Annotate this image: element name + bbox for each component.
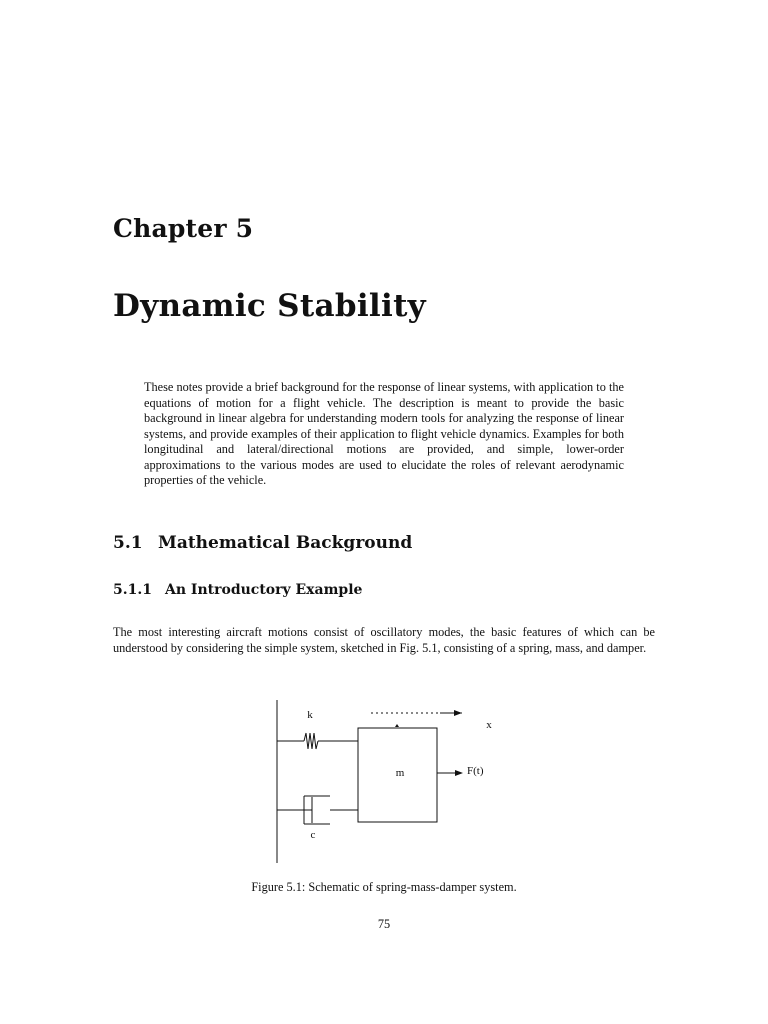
force-arrow-head [455,770,463,776]
subsection-title: An Introductory Example [165,582,363,598]
page-number: 75 [377,917,391,931]
subsection-heading [113,582,362,598]
displacement-arrow-head [454,710,462,716]
chapter-abstract: These notes provide a brief background for the response of linear systems, with application to the equations of motion for a flight vehicle. The description is meant to provide the basic background in linear algebra for understanding modern tools for analyzing the response of linear systems, and provide examples of their application to flight vehicle dynamics. Examples for both longitudinal and lateral/directional motions are provided, and simple, lower-order approximations to the various modes are used to elucidate the roles of relevant aerodynamic properties of the vehicle. [144,380,624,487]
damper [277,796,358,824]
spring-label: k [307,709,313,721]
section-number: 5.1 [113,533,143,553]
figure-caption: Figure 5.1: Schematic of spring-mass-damper system. [251,880,517,894]
spring [277,733,358,749]
body-paragraph: The most interesting aircraft motions consist of oscillatory modes, the basic features of which can be understood by considering the simple system, sketched in Fig. 5.1, consisting of a spring, mass, and damper. [113,625,655,655]
mass-block [358,728,437,822]
reference-mark [395,724,399,727]
chapter-title: Dynamic Stability [113,288,426,324]
mass-label: m [395,767,405,779]
displacement-label: x [486,719,492,731]
section-heading [113,533,412,553]
chapter-label: Chapter 5 [113,214,254,243]
force-label: F(t) [467,765,484,777]
subsection-number: 5.1.1 [113,582,152,598]
damper-label: c [310,829,316,841]
section-title: Mathematical Background [158,533,413,553]
